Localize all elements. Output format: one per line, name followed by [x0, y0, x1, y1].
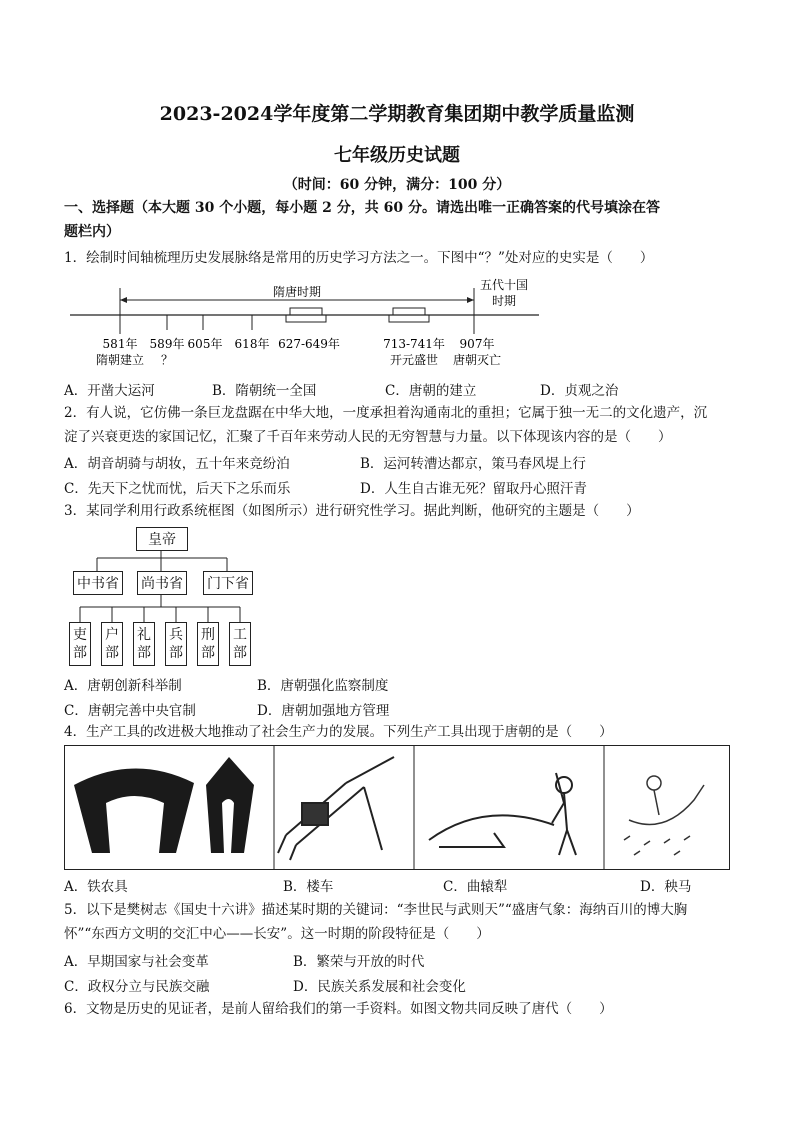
q1-stem: 1．绘制时间轴梳理历史发展脉络是常用的历史学习方法之一。下图中“？”处对应的史实是（ ） [64, 250, 654, 266]
tick-year-589: 589年 [149, 337, 185, 351]
q4-option-b[interactable]: B．楼车 [283, 879, 334, 895]
q3-option-d[interactable]: D．唐朝加强地方管理 [257, 703, 390, 719]
q2-option-c[interactable]: C．先天下之忧而忧，后天下之乐而乐 [64, 481, 291, 497]
org-box-gongbu: 工 部 [229, 622, 251, 666]
q2-stem-cont: 淀了兴衰更迭的家国记忆，汇聚了千百年来劳动人民的无穷智慧与力量。以下体现该内容的是（ ） [64, 429, 672, 445]
timeline-later-label-2: 时期 [491, 294, 517, 308]
q4-stem: 4．生产工具的改进极大地推动了社会生产力的发展。下列生产工具出现于唐朝的是（ ） [64, 724, 613, 740]
q2-option-a[interactable]: A．胡音胡骑与胡妆，五十年来竞纷泊 [64, 456, 290, 472]
org-box-libu: 吏 部 [69, 622, 91, 666]
timeline-later-label-1: 五代十国 [479, 278, 529, 292]
org-box-shangshu: 尚书省 [137, 571, 187, 595]
q3-option-c[interactable]: C．唐朝完善中央官制 [64, 703, 196, 719]
q2-option-d[interactable]: D．人生自古谁无死？留取丹心照汗青 [360, 481, 587, 497]
tick-year-605: 605年 [187, 337, 223, 351]
q4-option-a[interactable]: A．铁农具 [64, 879, 128, 895]
tick-year-581: 581年 [102, 337, 138, 351]
q1-option-d[interactable]: D．贞观之治 [540, 383, 619, 399]
tick-note-581: 隋朝建立 [95, 353, 145, 367]
tick-note-907: 唐朝灭亡 [452, 353, 502, 367]
q4-option-d[interactable]: D．秧马 [640, 879, 692, 895]
section-heading: 一、选择题（本大题 30 个小题，每小题 2 分，共 60 分。请选出唯一正确答案的代号填涂在答 [64, 200, 660, 216]
tick-year-627: 627-649年 [278, 337, 340, 351]
org-box-bingbu: 兵 部 [165, 622, 187, 666]
org-box-xingbu: 刑 部 [197, 622, 219, 666]
org-box-hubu: 户 部 [101, 622, 123, 666]
org-box-zhongshu: 中书省 [73, 571, 123, 595]
q4-option-c[interactable]: C．曲辕犁 [443, 879, 508, 895]
timeline-period-label: 隋唐时期 [272, 285, 322, 299]
q1-option-b[interactable]: B．隋朝统一全国 [212, 383, 317, 399]
q5-option-a[interactable]: A．早期国家与社会变革 [64, 954, 209, 970]
q5-option-c[interactable]: C．政权分立与民族交融 [64, 979, 210, 995]
exam-subtitle: 七年级历史试题 [334, 145, 460, 166]
q1-option-a[interactable]: A．开凿大运河 [64, 383, 155, 399]
q5-option-d[interactable]: D．民族关系发展和社会变化 [293, 979, 466, 995]
tick-year-618: 618年 [234, 337, 270, 351]
section-heading-cont: 题栏内） [64, 224, 120, 240]
q3-option-b[interactable]: B．唐朝强化监察制度 [257, 678, 389, 694]
org-box-emperor: 皇帝 [136, 527, 188, 551]
q1-timeline [64, 272, 564, 372]
tick-note-589: ？ [160, 353, 174, 367]
q3-option-a[interactable]: A．唐朝创新科举制 [64, 678, 182, 694]
q6-stem: 6．文物是历史的见证者，是前人留给我们的第一手资料。如图文物共同反映了唐代（ ） [64, 1001, 613, 1017]
tick-year-713: 713-741年 [383, 337, 445, 351]
q5-stem: 5．以下是樊树志《国史十六讲》描述某时期的关键词：“李世民与武则天”“盛唐气象：海纳百川的博大胸 [64, 902, 688, 918]
exam-meta: （时间：60 分钟，满分：100 分） [283, 177, 511, 193]
q5-option-b[interactable]: B．繁荣与开放的时代 [293, 954, 425, 970]
org-box-libu-rites: 礼 部 [133, 622, 155, 666]
org-box-menxia: 门下省 [203, 571, 253, 595]
tick-note-713: 开元盛世 [389, 353, 439, 367]
q5-stem-cont: 怀”“东西方文明的交汇中心——长安”。这一时期的阶段特征是（ ） [64, 926, 490, 942]
q3-stem: 3．某同学利用行政系统框图（如图所示）进行研究性学习。据此判断，他研究的主题是（ ） [64, 503, 640, 519]
q4-tool-images [64, 745, 730, 870]
q2-option-b[interactable]: B．运河转漕达都京，策马春风堤上行 [360, 456, 586, 472]
q2-stem: 2．有人说，它仿佛一条巨龙盘踞在中华大地，一度承担着沟通南北的重担；它属于独一无二的文化遗产，沉 [64, 405, 708, 421]
tick-year-907: 907年 [459, 337, 495, 351]
exam-title: 2023-2024学年度第二学期教育集团期中教学质量监测 [159, 103, 635, 125]
q1-option-c[interactable]: C．唐朝的建立 [385, 383, 477, 399]
